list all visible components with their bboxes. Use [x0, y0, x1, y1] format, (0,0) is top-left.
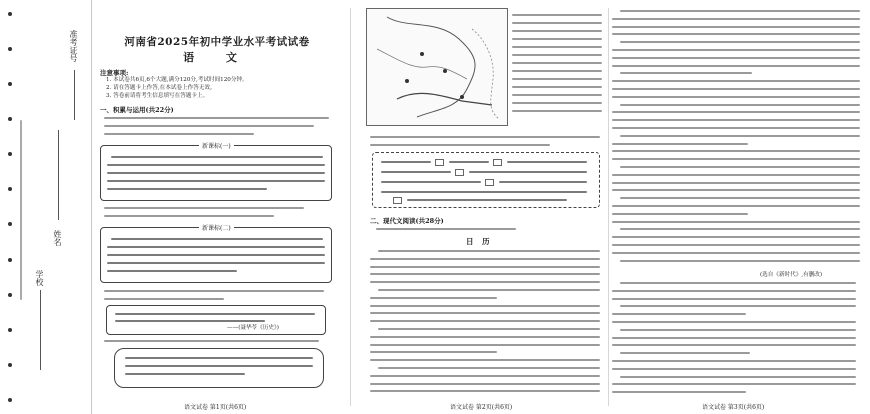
text-line [512, 38, 602, 40]
text-line [620, 329, 856, 331]
text-line [612, 290, 856, 292]
passage-box-2-title: 新课标(二) [199, 223, 234, 232]
column-divider [350, 8, 351, 406]
text-line [449, 161, 489, 163]
text-line [107, 270, 237, 272]
text-line [370, 266, 600, 268]
text-line [612, 119, 860, 121]
text-line [499, 181, 587, 183]
binding-dots [6, 12, 14, 402]
binding-instructions [17, 120, 25, 320]
text-line [620, 41, 860, 43]
text-line [381, 171, 451, 173]
notice-item: 3. 答卷前请将考生信息填写在答题卡上。 [106, 93, 209, 99]
text-line [612, 33, 860, 35]
page-1-footer: 语文试卷 第1页(共6页) [184, 404, 247, 411]
text-line [370, 383, 600, 385]
text-line [612, 360, 856, 362]
page-2-footer: 语文试卷 第2页(共6页) [450, 404, 513, 411]
fill-blank [393, 197, 402, 204]
text-line [620, 135, 860, 137]
text-line [612, 313, 746, 315]
text-line [381, 161, 431, 163]
school-field-line [40, 290, 41, 370]
text-line [107, 164, 325, 166]
map-figure [366, 8, 508, 126]
text-line [620, 352, 750, 354]
text-line [370, 375, 600, 377]
text-line [370, 390, 600, 392]
text-line [612, 205, 860, 207]
essay-source: (选自《新时代》,有删改) [760, 272, 823, 278]
passage-box-1-title: 新课标(一) [199, 141, 234, 150]
text-line [104, 133, 254, 135]
text-line [612, 244, 860, 246]
text-line [620, 228, 860, 230]
text-line [107, 254, 325, 256]
text-line [620, 10, 860, 12]
passage-box-1 [100, 145, 332, 201]
text-line [612, 213, 748, 215]
quote-box [106, 305, 326, 335]
text-line [512, 46, 602, 48]
text-line [370, 351, 497, 353]
text-line [370, 258, 600, 260]
text-line [612, 111, 860, 113]
text-line [512, 110, 602, 112]
text-line [612, 321, 856, 323]
text-line [512, 102, 602, 104]
text-line [512, 94, 602, 96]
text-line [620, 376, 856, 378]
text-line [370, 297, 497, 299]
text-line [620, 166, 860, 168]
text-line [612, 337, 856, 339]
text-line [115, 313, 315, 315]
text-line [370, 136, 600, 138]
text-line [612, 143, 748, 145]
text-line [612, 49, 860, 51]
text-line [512, 14, 602, 16]
text-line [407, 199, 567, 201]
text-line [512, 62, 602, 64]
text-line [104, 298, 224, 300]
text-line [370, 359, 600, 361]
page-2 [366, 0, 606, 414]
text-line [111, 238, 323, 240]
column-divider [608, 8, 609, 406]
exam-subject: 语 文 [183, 51, 251, 64]
text-line [370, 273, 600, 275]
text-line [612, 368, 856, 370]
notice-item: 2. 请在答题卡上作答,在本试卷上作答无效。 [106, 85, 216, 91]
text-line [104, 117, 329, 119]
chat-bubble [114, 348, 324, 388]
fill-blank [485, 179, 494, 186]
text-line [107, 262, 325, 264]
fill-blank [493, 159, 502, 166]
text-line [612, 65, 860, 67]
text-line [620, 305, 856, 307]
text-line [107, 180, 325, 182]
text-line [370, 305, 600, 307]
page-1 [96, 0, 338, 414]
text-line [104, 125, 314, 127]
section-2-heading: 二、现代文阅读(共28分) [370, 217, 444, 225]
text-line [378, 250, 600, 252]
text-line [612, 80, 860, 82]
fill-in-box [372, 152, 600, 208]
text-line [125, 365, 313, 367]
map-drawing [367, 9, 507, 125]
quote-source: ——(聂华苓《历史》) [227, 325, 279, 331]
text-line [104, 215, 274, 217]
text-line [612, 88, 860, 90]
text-line [620, 282, 856, 284]
text-line [507, 161, 587, 163]
text-line [378, 289, 600, 291]
text-line [111, 156, 323, 158]
page-3-footer: 语文试卷 第3页(共6页) [702, 404, 765, 411]
text-line [115, 320, 265, 322]
text-line [512, 54, 602, 56]
text-line [612, 158, 860, 160]
text-line [370, 320, 600, 322]
text-line [370, 281, 600, 283]
text-line [370, 344, 600, 346]
text-line [104, 207, 304, 209]
text-line [612, 344, 856, 346]
text-line [612, 18, 860, 20]
text-line [612, 236, 860, 238]
text-line [512, 78, 602, 80]
text-line [612, 182, 860, 184]
text-line [612, 189, 860, 191]
passage-box-2 [100, 227, 332, 283]
text-line [512, 70, 602, 72]
school-field-label: 学校 [35, 270, 44, 286]
text-line [370, 312, 600, 314]
text-line [612, 96, 860, 98]
text-line [104, 340, 319, 342]
text-line [512, 86, 602, 88]
text-line [107, 172, 325, 174]
text-line [107, 188, 267, 190]
text-line [512, 22, 602, 24]
text-line [620, 197, 860, 199]
text-line [620, 260, 860, 262]
text-line [512, 30, 602, 32]
name-field-label: 姓名 [53, 230, 62, 246]
exam-title: 河南省2025年初中学业水平考试试卷 [124, 36, 310, 48]
text-line [612, 26, 860, 28]
text-line [612, 391, 746, 393]
text-line [370, 336, 600, 338]
fill-blank [435, 159, 444, 166]
exam-number-field-label: 准考证号 [69, 30, 78, 62]
text-line [620, 72, 752, 74]
text-line [370, 144, 550, 146]
essay-title: 日 历 [466, 237, 493, 246]
text-line [612, 150, 860, 152]
text-line [378, 328, 600, 330]
exam-number-field-line [74, 70, 75, 120]
text-line [620, 104, 860, 106]
text-line [125, 357, 313, 359]
fill-blank [455, 169, 464, 176]
text-line [612, 252, 860, 254]
text-line [612, 174, 860, 176]
text-line [612, 298, 856, 300]
text-line [612, 383, 856, 385]
text-line [125, 373, 245, 375]
text-line [378, 367, 600, 369]
text-line [612, 127, 860, 129]
text-line [381, 191, 587, 193]
text-line [104, 290, 324, 292]
name-field-line [58, 130, 59, 220]
section-1-heading: 一、积累与运用(共22分) [100, 106, 174, 114]
text-line [107, 246, 325, 248]
text-line [469, 171, 587, 173]
page-3 [610, 0, 865, 414]
text-line [612, 57, 860, 59]
binding-strip [0, 0, 92, 414]
text-line [376, 228, 516, 230]
notice-item: 1. 本试卷共6页,6个大题,满分120分,考试时间120分钟。 [106, 77, 248, 83]
notices-heading: 注意事项: [100, 69, 129, 77]
text-line [612, 221, 860, 223]
text-line [381, 181, 481, 183]
